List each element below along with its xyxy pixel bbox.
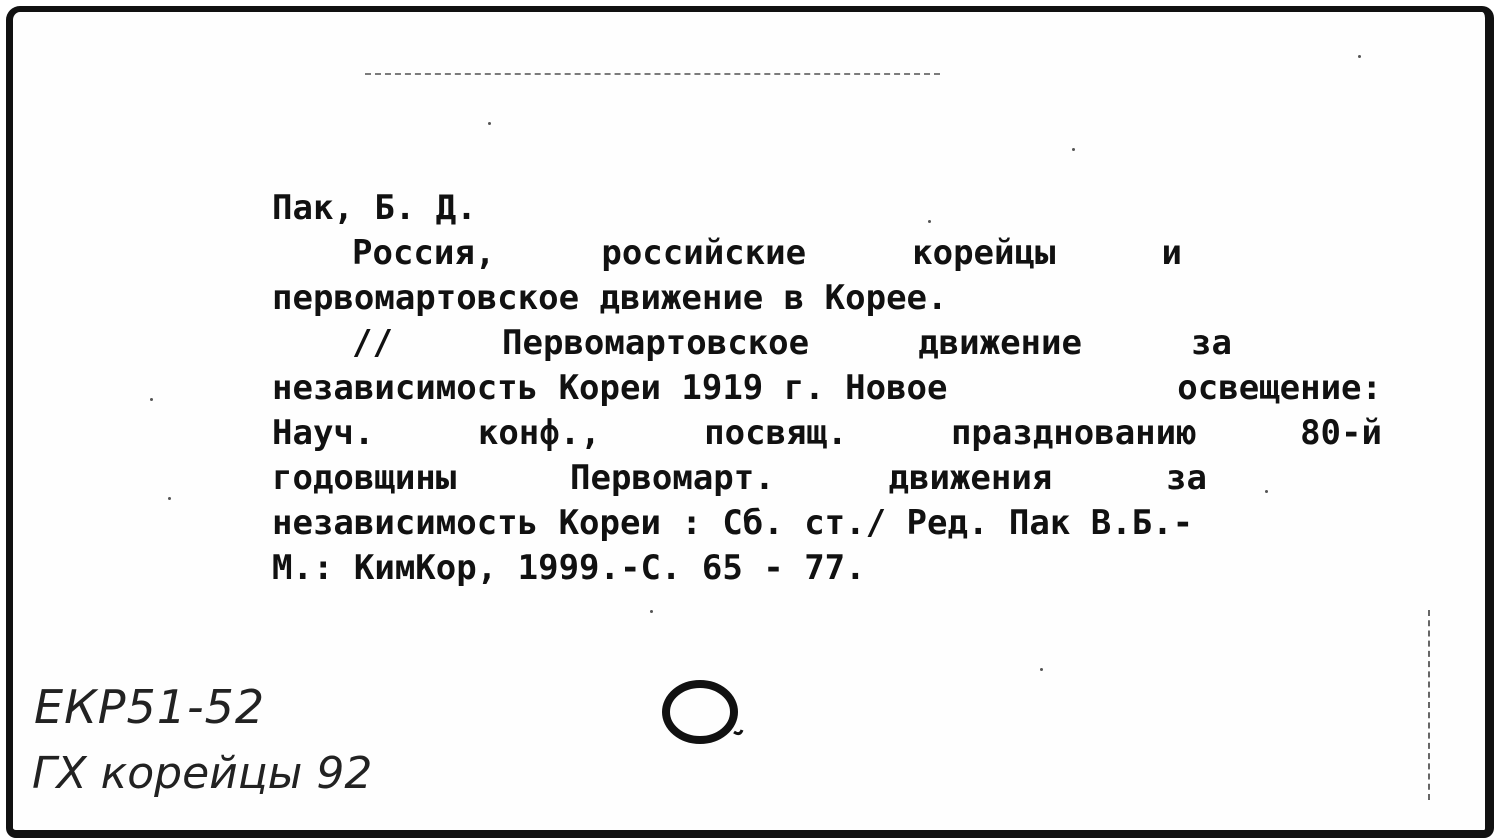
- author-line: Пак, Б. Д.: [272, 188, 477, 228]
- source-word: празднованию: [950, 413, 1197, 453]
- scan-speck: [1265, 490, 1268, 493]
- punch-hole-icon: [660, 676, 746, 746]
- title-word: корейцы: [912, 233, 1056, 273]
- scan-speck: [1358, 55, 1361, 58]
- source-word: конф.,: [477, 413, 601, 453]
- source-segment: независимость Кореи 1919 г. Новое: [272, 368, 948, 408]
- source-word: за: [1166, 458, 1207, 498]
- handwritten-shelf-mark: ЕКР51-52: [34, 680, 266, 734]
- scan-speck: [1040, 668, 1043, 671]
- source-word: //: [352, 323, 393, 363]
- source-word: 80-й: [1300, 413, 1382, 453]
- handwritten-note: ГХ корейцы 92: [32, 748, 373, 799]
- source-line-2: [272, 366, 1382, 411]
- source-line-3: [272, 411, 1382, 456]
- scan-speck: [488, 122, 491, 125]
- source-line-1: [272, 321, 1232, 366]
- source-word: за: [1191, 323, 1232, 363]
- scan-speck: [1072, 148, 1075, 151]
- bibliographic-entry: [272, 186, 1382, 591]
- scan-speck: [150, 398, 153, 401]
- dashed-rule: [365, 73, 940, 75]
- source-word: Первомарт.: [570, 458, 775, 498]
- source-word: движение: [918, 323, 1082, 363]
- scan-speck: [650, 610, 653, 613]
- title-word: российские: [601, 233, 807, 273]
- source-word: Науч.: [272, 413, 375, 453]
- source-word: Первомартовское: [502, 323, 810, 363]
- title-line-1: [272, 231, 1182, 276]
- scan-speck: [168, 497, 171, 500]
- source-word: годовщины: [272, 458, 457, 498]
- title-word: и: [1161, 233, 1182, 273]
- source-word: посвящ.: [704, 413, 848, 453]
- source-segment: освещение:: [1177, 368, 1382, 408]
- scan-artifact-line: [1428, 610, 1430, 800]
- scan-speck: [928, 220, 931, 223]
- source-word: движения: [888, 458, 1053, 498]
- title-line-2: первомартовское движение в Корее.: [272, 278, 948, 318]
- title-word: Россия,: [352, 233, 496, 273]
- source-line-4: [272, 456, 1207, 501]
- source-line-6: М.: КимКор, 1999.-С. 65 - 77.: [272, 548, 866, 588]
- source-line-5: независимость Кореи : Сб. ст./ Ред. Пак В.Б.-: [272, 503, 1194, 543]
